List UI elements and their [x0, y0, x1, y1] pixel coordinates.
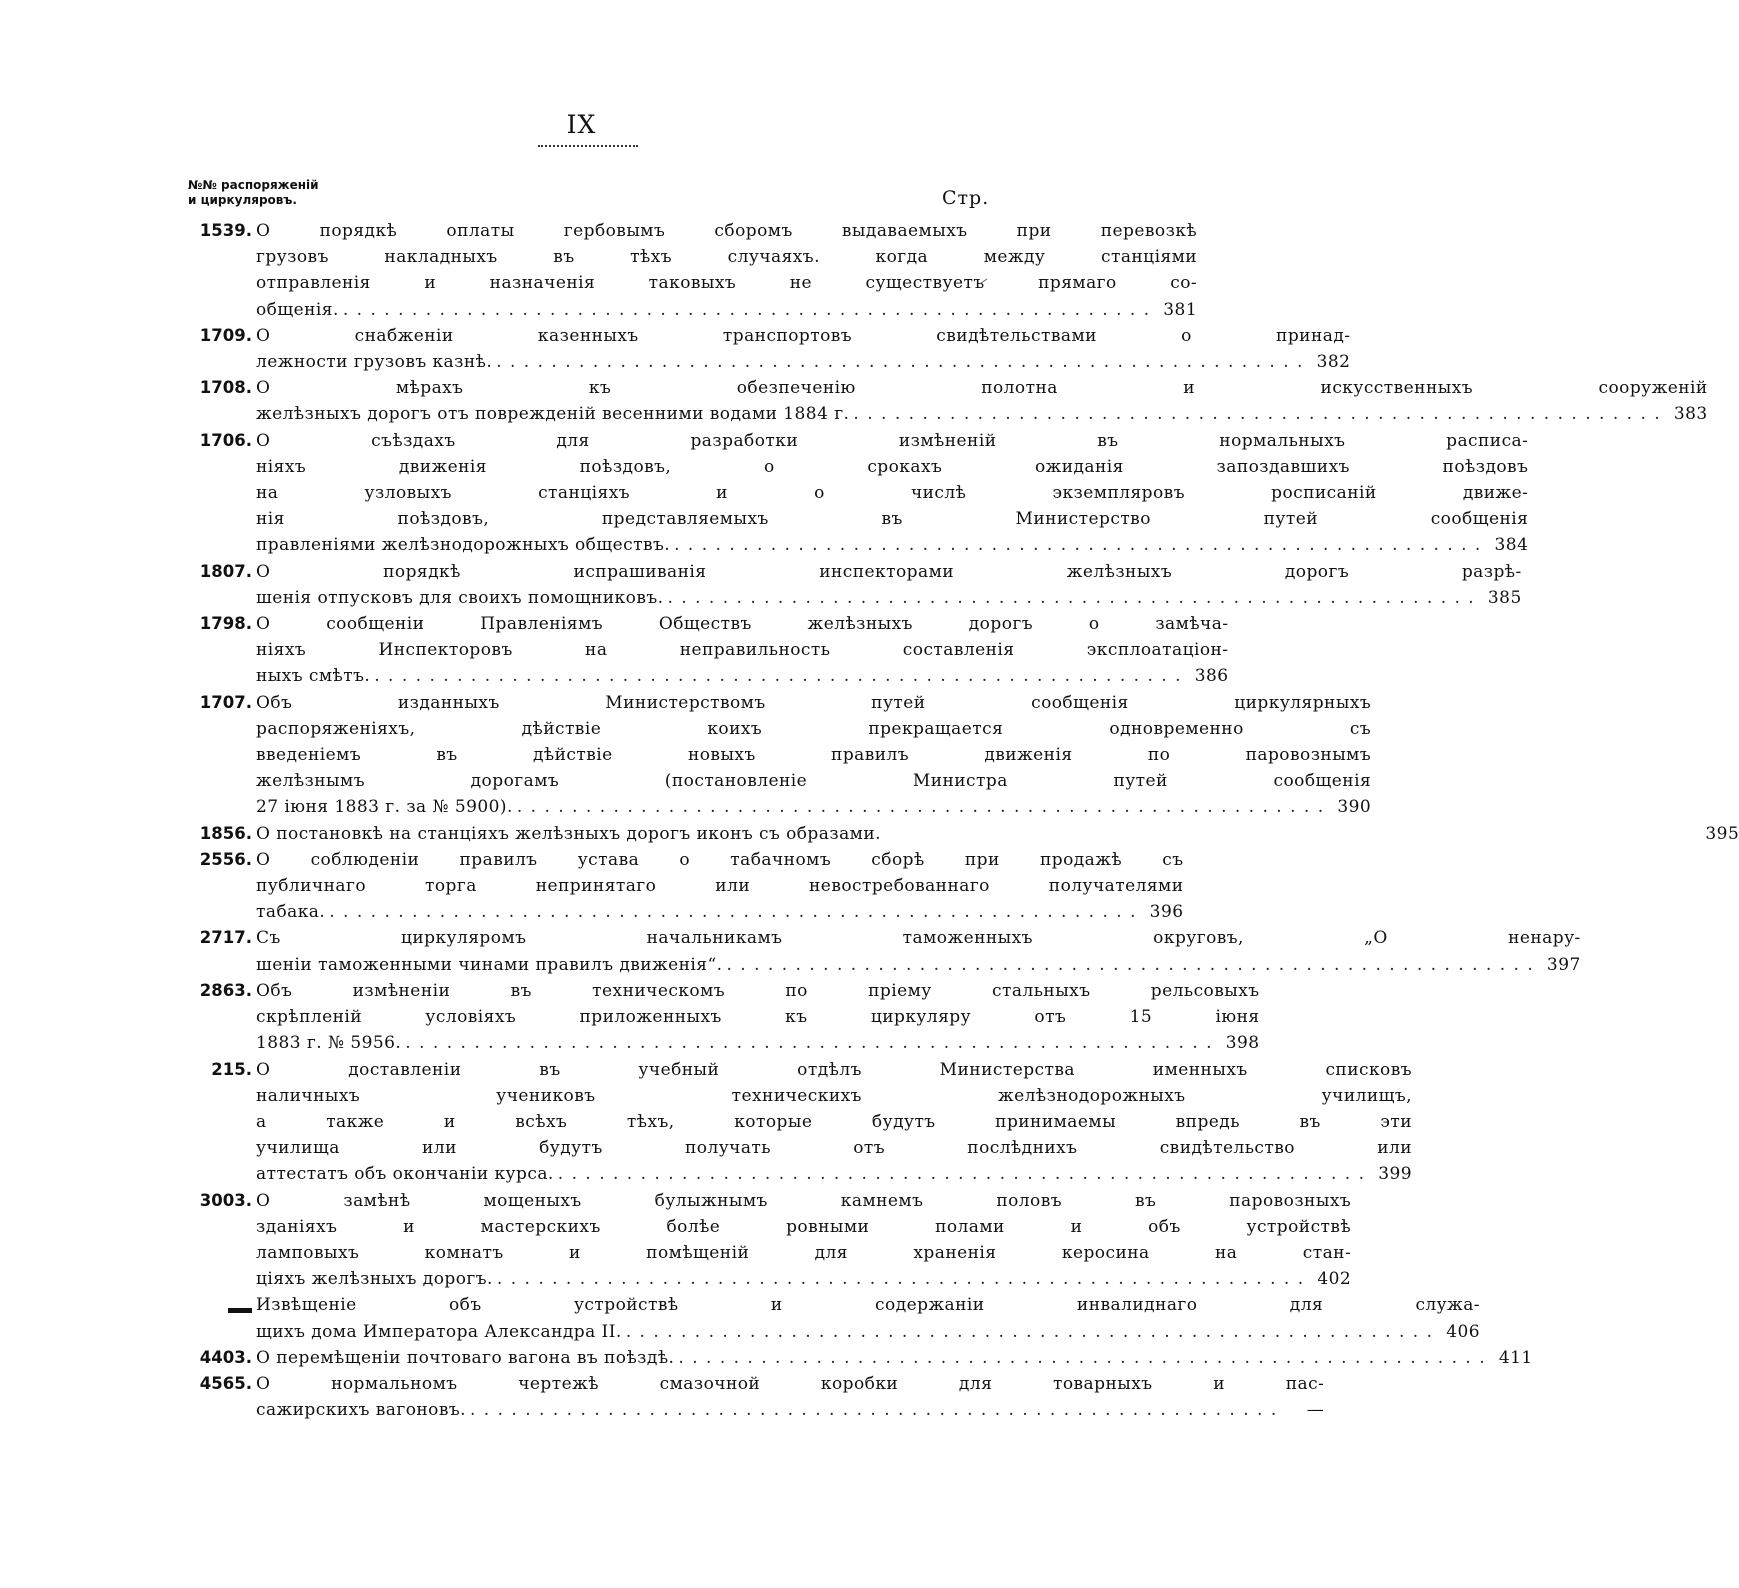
entry-page-number: 399: [1378, 1164, 1413, 1185]
entry-line: Объ измѣненіи въ техническомъ по пріему стальныхъ рельсовыхъ: [256, 980, 1260, 1001]
entry-body: [252, 428, 1528, 559]
entry-body: [252, 821, 1739, 847]
entry-body: [252, 690, 1371, 821]
entry-last-text: общенія.: [256, 299, 339, 320]
entry-last-line: [256, 297, 1197, 323]
entry-last-text: О перемѣщеніи почтоваго вагона въ поѣздѣ.: [256, 1347, 675, 1368]
dot-leader: [339, 297, 1149, 323]
entry-number: 1807.: [199, 561, 252, 581]
entry-line: училища или будутъ получать отъ послѣднихъ свидѣтельство или: [256, 1138, 1413, 1159]
dot-leader: [849, 401, 1659, 427]
entry-last-line: [256, 401, 1708, 427]
contents-entry: [180, 428, 1529, 559]
entry-page-number: —: [1306, 1400, 1325, 1421]
contents-entry: [180, 978, 1260, 1057]
entry-page-number: 385: [1487, 587, 1522, 608]
dot-leader: [493, 1266, 1303, 1292]
entry-number: 1856.: [199, 823, 252, 843]
entry-number: [180, 1292, 252, 1318]
contents-entry: [180, 559, 1522, 611]
dot-leader: [401, 1030, 1211, 1056]
dash-mark: [228, 1308, 252, 1313]
contents-entry: [180, 690, 1372, 821]
entry-number: 215.: [211, 1059, 252, 1079]
entry-line: ніяхъ Инспекторовъ на неправильность составленія эксплоатаціон-: [256, 640, 1229, 661]
entry-last-text: ныхъ смѣтъ.: [256, 666, 371, 687]
dot-leader: [622, 1319, 1432, 1345]
dot-leader: [370, 663, 1180, 689]
entry-last-text: ціяхъ желѣзныхъ дорогъ.: [256, 1269, 493, 1290]
entry-last-text: шеніи таможенными чинами правилъ движенія“.: [256, 954, 723, 975]
entry-last-line: [256, 794, 1371, 820]
entry-number: 1706.: [199, 430, 252, 450]
entry-line: Объ изданныхъ Министерствомъ путей сообщенія циркулярныхъ: [256, 692, 1372, 713]
entry-line: О сообщеніи Правленіямъ Обществъ желѣзныхъ дорогъ о замѣча-: [256, 614, 1229, 635]
entry-page-number: 382: [1316, 352, 1351, 373]
dot-leader: [722, 952, 1532, 978]
entry-line: Съ циркуляромъ начальникамъ таможенныхъ округовъ, „О ненару-: [256, 928, 1581, 949]
entry-body: [252, 218, 1197, 323]
dot-leader: [554, 1161, 1364, 1187]
entry-last-text: шенія отпусковъ для своихъ помощниковъ.: [256, 587, 664, 608]
entry-body: [252, 1345, 1533, 1371]
entry-body: [252, 559, 1522, 611]
contents-entry: [180, 1345, 1533, 1371]
entry-line: О снабженіи казенныхъ транспортовъ свидѣтельствами о принад-: [256, 325, 1351, 346]
entry-page-number: 383: [1673, 404, 1708, 425]
entry-body: [252, 925, 1581, 977]
entry-line: отправленія и назначенія таковыхъ не существуетъ прямаго со-: [256, 273, 1198, 294]
dot-leader: [663, 585, 1473, 611]
entry-body: [252, 1292, 1480, 1344]
entry-number: 1707.: [199, 692, 252, 712]
dot-leader: [492, 349, 1302, 375]
entry-last-text: лежности грузовъ казнѣ.: [256, 352, 493, 373]
contents-entry: [180, 925, 1581, 977]
entry-line: О доставленіи въ учебный отдѣлъ Министерства именныхъ списковъ: [256, 1059, 1413, 1080]
entry-page-number: 398: [1225, 1033, 1260, 1054]
entry-last-text: правленіями желѣзнодорожныхъ обществъ.: [256, 535, 671, 556]
dot-leader: [513, 794, 1323, 820]
entry-line: желѣзнымъ дорогамъ (постановленіе Министра путей сообщенія: [256, 771, 1372, 792]
entry-last-text: желѣзныхъ дорогъ отъ поврежденій весенними водами 1884 г.: [256, 404, 850, 425]
entry-last-line: [256, 663, 1229, 689]
entry-body: [252, 1057, 1412, 1188]
entry-line: О соблюденіи правилъ устава о табачномъ сборѣ при продажѣ съ: [256, 849, 1184, 870]
entry-body: [252, 847, 1183, 926]
entry-last-text: сажирскихъ вагоновъ.: [256, 1400, 466, 1421]
entry-number: 3003.: [199, 1190, 252, 1210]
entry-last-line: [256, 1161, 1412, 1187]
entry-last-line: [256, 585, 1522, 611]
entry-last-line: [256, 1030, 1260, 1056]
entry-last-text: 1883 г. № 5956.: [256, 1033, 402, 1054]
entry-line: на узловыхъ станціяхъ и о числѣ экземпляровъ росписаній движе-: [256, 483, 1529, 504]
column-header-numbers-line2: и циркуляровъ.: [188, 193, 297, 207]
entry-line: О мѣрахъ къ обезпеченію полотна и искусственныхъ сооруженій: [256, 378, 1708, 399]
entry-page-number: 390: [1337, 797, 1372, 818]
entry-last-line: [256, 349, 1350, 375]
entry-last-line: [256, 1397, 1324, 1423]
page-number: IX: [566, 110, 597, 139]
entry-body: [252, 1188, 1351, 1293]
dot-leader: [674, 1345, 1484, 1371]
entry-line: введеніемъ въ дѣйствіе новыхъ правилъ движенія по паровознымъ: [256, 745, 1372, 766]
entry-number: 2556.: [199, 849, 252, 869]
entry-page-number: 384: [1494, 535, 1529, 556]
entry-page-number: 386: [1194, 666, 1229, 687]
entry-line: ламповыхъ комнатъ и помѣщеній для храненія керосина на стан-: [256, 1242, 1352, 1263]
entry-page-number: 396: [1149, 902, 1184, 923]
entry-page-number: 406: [1446, 1321, 1480, 1342]
entry-line: наличныхъ учениковъ техническихъ желѣзнодорожныхъ училищъ,: [256, 1085, 1413, 1106]
entry-line: Извѣщеніе объ устройствѣ и содержаніи инвалиднаго для служа-: [256, 1295, 1480, 1316]
entry-last-line: [256, 899, 1183, 925]
column-header-numbers: [188, 178, 319, 208]
dot-leader: [670, 532, 1480, 558]
entry-line: О замѣнѣ мощеныхъ булыжнымъ камнемъ половъ въ паровозныхъ: [256, 1190, 1352, 1211]
entry-number: 4403.: [199, 1347, 252, 1367]
entry-number: 4565.: [199, 1373, 252, 1393]
entry-last-text: О постановкѣ на станціяхъ желѣзныхъ дорогъ иконъ съ образами.: [256, 823, 881, 844]
column-header-page: Стр.: [942, 187, 990, 209]
entry-number: 2717.: [199, 928, 252, 948]
entry-last-text: табака.: [256, 902, 326, 923]
contents-entry: [180, 847, 1184, 926]
page-number-rule: [538, 145, 638, 147]
dot-leader: [466, 1397, 1276, 1423]
entry-page-number: 395: [1705, 823, 1739, 844]
contents-entry: [180, 1188, 1352, 1293]
entry-line: публичнаго торга непринятаго или невостребованнаго получателями: [256, 876, 1184, 897]
entry-last-line: [256, 1266, 1351, 1292]
contents-list: [180, 218, 1739, 1423]
entry-body: [252, 978, 1260, 1057]
entry-body: [252, 611, 1229, 690]
entry-last-text: аттестатъ объ окончаніи курса.: [256, 1164, 554, 1185]
entry-line: грузовъ накладныхъ въ тѣхъ случаяхъ. когда между станціями: [256, 247, 1198, 268]
entry-last-text: щихъ дома Императора Александра II.: [256, 1321, 622, 1342]
entry-line: О съѣздахъ для разработки измѣненій въ нормальныхъ расписа-: [256, 430, 1529, 451]
entry-number: 1798.: [199, 614, 252, 634]
entry-page-number: 381: [1163, 299, 1198, 320]
entry-line: нія поѣздовъ, представляемыхъ въ Министерство путей сообщенія: [256, 509, 1529, 530]
entry-line: О порядкѣ испрашиванія инспекторами желѣзныхъ дорогъ разрѣ-: [256, 561, 1522, 582]
entry-page-number: 411: [1498, 1347, 1533, 1368]
contents-entry: [180, 611, 1229, 690]
contents-entry: [180, 1371, 1325, 1423]
entry-number: 1539.: [199, 221, 252, 240]
contents-entry: [180, 218, 1198, 323]
entry-body: [252, 323, 1350, 375]
entry-number: 1709.: [199, 325, 252, 345]
contents-entry: [180, 1057, 1413, 1188]
entry-last-line: [256, 1319, 1480, 1345]
entry-body: [252, 1371, 1324, 1423]
contents-entry: [180, 821, 1739, 847]
column-header-numbers-line1: №№ распоряженій: [188, 178, 319, 192]
contents-entry: [180, 1292, 1480, 1344]
entry-last-text: 27 іюня 1883 г. за № 5900).: [256, 797, 513, 818]
contents-entry: [180, 323, 1351, 375]
entry-line: О порядкѣ оплаты гербовымъ сборомъ выдаваемыхъ при перевозкѣ: [256, 221, 1198, 241]
entry-line: а также и всѣхъ тѣхъ, которые будутъ принимаемы впредь въ эти: [256, 1111, 1413, 1132]
entry-number: 2863.: [199, 980, 252, 1000]
entry-body: [252, 375, 1708, 427]
entry-line: скрѣпленій условіяхъ приложенныхъ къ циркуляру отъ 15 іюня: [256, 1007, 1260, 1028]
entry-page-number: 397: [1546, 954, 1581, 975]
entry-last-line: [256, 952, 1581, 978]
entry-page-number: 402: [1317, 1269, 1352, 1290]
entry-last-line: [256, 532, 1528, 558]
contents-entry: [180, 375, 1708, 427]
entry-line: распоряженіяхъ, дѣйствіе коихъ прекращается одновременно съ: [256, 718, 1372, 739]
entry-line: ніяхъ движенія поѣздовъ, о срокахъ ожиданія запоздавшихъ поѣздовъ: [256, 456, 1529, 477]
entry-last-line: [256, 821, 1739, 847]
entry-line: О нормальномъ чертежѣ смазочной коробки для товарныхъ и пас-: [256, 1373, 1325, 1394]
entry-line: зданіяхъ и мастерскихъ болѣе ровными полами и объ устройствѣ: [256, 1216, 1352, 1237]
entry-last-line: [256, 1345, 1533, 1371]
entry-number: 1708.: [199, 378, 252, 398]
dot-leader: [325, 899, 1135, 925]
